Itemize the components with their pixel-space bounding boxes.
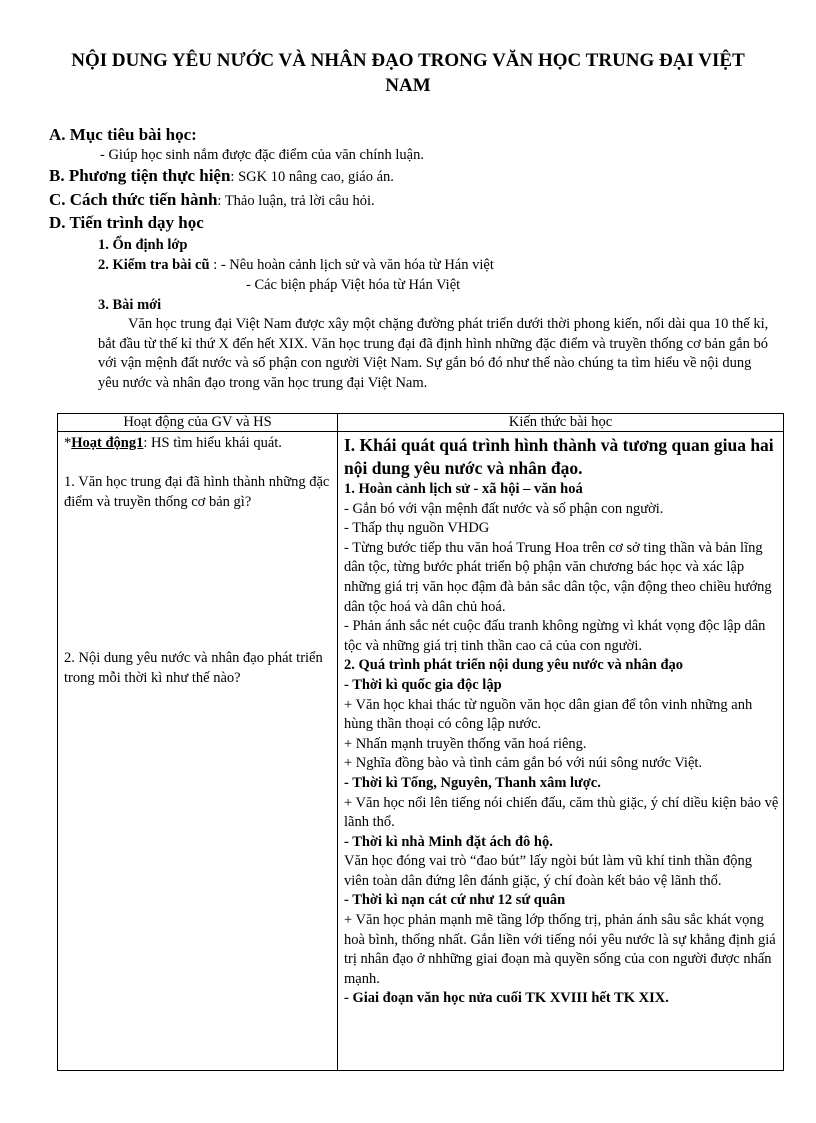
knowledge-line: - Gắn bó với vận mệnh đất nước và số phận con người. [344,500,664,517]
knowledge-heading: - Thời kì nạn cát cứ như 12 sứ quân [344,892,566,909]
knowledge-heading: 2. Quá trình phát triển nội dung yêu nước và nhân đạo [344,657,684,674]
step-1: 1. Ổn định lớp [98,237,188,253]
activities-cell [58,432,338,1071]
section-c-text: Thảo luận, trả lời câu hỏi. [221,193,375,209]
section-a-heading: A. Mục tiêu bài học [49,125,192,144]
section-b [49,166,394,187]
activity-1-prefix: * [64,435,72,451]
table-header-row [58,414,784,432]
section-d-label: D. Tiến trình dạy học [49,213,204,232]
knowledge-line: + Văn học phản mạnh mẽ tầng lớp thống trị, phản ánh sâu sắc khát vọng hoà bình, thống nhất. Gắn liền với tiếng nói yêu nước là sự khẳng định giá trị nhân đạo ở nhhững giai đoạn mà quyền sống của con người được nhấn mạnh. [344,912,776,987]
step-2-line1: : - Nêu hoàn cảnh lịch sử và văn hóa từ Hán việt [209,257,494,273]
knowledge-line: + Nhấn mạnh truyền thống văn hoá riêng. [344,735,587,752]
section-b-text: SGK 10 nâng cao, giáo án. [234,169,394,185]
knowledge-heading: - Thời kì quốc gia độc lập [344,676,502,693]
section-c [49,190,375,211]
section-b-colon: : [230,169,235,185]
lesson-table [57,413,784,1071]
knowledge-heading: 1. Hoàn cảnh lịch sử - xã hội – văn hoá [344,481,583,497]
knowledge-heading: - Thời kì Tống, Nguyên, Thanh xâm lược. [344,774,601,791]
section-c-colon: : [217,193,222,209]
knowledge-line: + Văn học nổi lên tiếng nói chiến đấu, căm thù giặc, ý chí diều kiện bảo vệ lãnh thổ. [344,794,779,831]
section-a-text: - Giúp học sinh nắm được đặc điểm của văn chính luận. [100,147,424,163]
page-title: NỘI DUNG YÊU NƯỚC VÀ NHÂN ĐẠO TRONG VĂN HỌC TRUNG ĐẠI VIỆT NAM [71,50,745,96]
question-1: 1. Văn học trung đại đã hình thành những đặc điểm và truyền thống cơ bản gì? [64,474,330,510]
knowledge-line: + Nghĩa đồng bào và tình cảm gắn bó với núi sông nước Việt. [344,755,703,772]
section-b-heading: B. Phương tiện thực hiện [49,166,231,185]
step-3: 3. Bài mới [98,297,162,313]
section-d-heading [49,213,204,234]
header-knowledge: Kiến thức bài học [338,414,784,432]
step-2 [98,256,494,275]
knowledge-heading: I. Khái quát quá trình hình thành và tương quan giua hai nội dung yêu nước và nhân đạo. [344,435,774,478]
section-c-heading: C. Cách thức tiến hành [49,190,218,209]
knowledge-cell [338,432,784,1071]
knowledge-line: Văn học đóng vai trò “đao bút” lấy ngòi bút làm vũ khí tinh thần động viên toàn dân đứng lên đánh giặc, ý chí đoàn kết bảo vệ lãnh thổ. [344,853,752,889]
activity-1-label: Hoạt động1 [71,435,144,451]
section-a [49,125,197,146]
knowledge-list [344,434,779,1009]
step-2-label: 2. Kiểm tra bài cũ [98,257,210,273]
knowledge-line: + Văn học khai thác từ nguồn văn học dân gian để tôn vinh những anh hùng thần thoại có công lập nước. [344,696,753,733]
intro-paragraph: Văn học trung đại Việt Nam được xây một chặng đường phát triển dưới thời phong kiến, nối dài qua 10 thế kỉ, bắt đầu từ thế kỉ thứ X đến hết XIX. Văn học trung đại đã định hình những đặc điểm và truyền thống cơ bản gắn bó với vận mệnh đất nước và số phận con người Việt Nam. Sự gắn bó đó như thế nào chúng ta tìm hiểu về nội dung yêu nước và nhân đạo trong văn học trung đại Việt Nam. [98,316,769,391]
activity-1 [64,434,333,454]
table-row [58,432,784,1071]
step-2-line2: - Các biện pháp Việt hóa từ Hán Việt [246,277,461,293]
activity-1-text: : HS tìm hiểu khái quát. [143,435,282,451]
knowledge-line: - Thấp thụ nguồn VHDG [344,520,490,537]
section-a-colon: : [191,125,197,144]
knowledge-line: - Phản ánh sắc nét cuộc đấu tranh không ngừng vì khát vọng độc lập dân tộc và những giá trị tinh thần cao cả của con người. [344,618,766,654]
knowledge-heading: - Thời kì nhà Minh đặt ách đô hộ. [344,833,553,850]
knowledge-line: - Từng bước tiếp thu văn hoá Trung Hoa trên cơ sở ting thần và bản lĩng dân tộc, từng bước phát triển bộ phận văn chương bác học và xác lập những giá trị văn học đậm đà bản sắc dân tộc, vận động theo chiều hướng dân tộc hoá và dân chủ hoá. [344,539,772,615]
question-2: 2. Nội dung yêu nước và nhân đạo phát triển trong mỗi thời kì như thế nào? [64,650,323,686]
header-activities: Hoạt động của GV và HS [58,414,338,432]
knowledge-heading: - Giai đoạn văn học nửa cuối TK XVIII hết TK XIX. [344,990,669,1007]
